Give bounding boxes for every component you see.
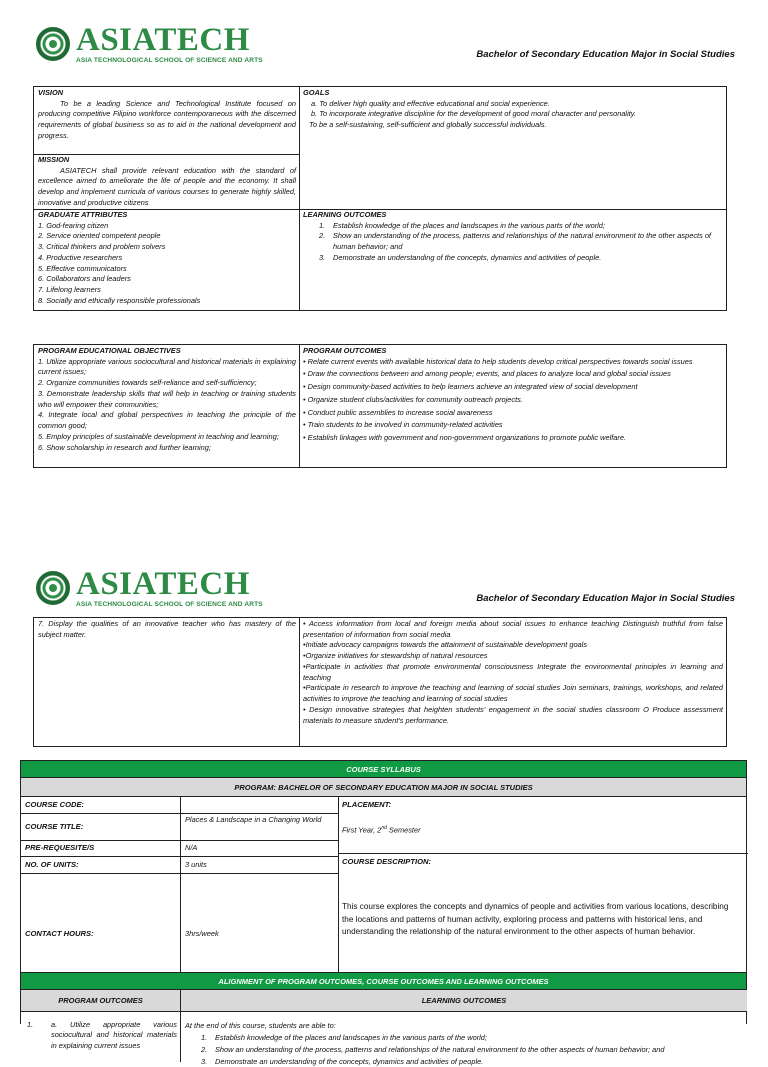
mission-text: ASIATECH shall provide relevant education with the standard of excellence aimed to ameliorate the life of people and the economy. It shall develop and implement curricula of various courses to generate highly skilled, innovative and productive citizens — [38, 165, 296, 207]
logo-brand: ASIATECH — [76, 22, 250, 58]
attribute-item: 5. Effective communicators — [38, 263, 127, 273]
program-title: Bachelor of Secondary Education Major in Social Studies — [476, 593, 735, 604]
school-seal-icon — [36, 571, 70, 605]
units-label: NO. OF UNITS: — [25, 860, 79, 869]
course-description-text: This course explores the concepts and dynamics of people and activities from various locations, describing the locations and patterns of human activity, exploring process and patterns with historical lens, and understanding the relationship of the natural environment to the other aspects of human behavior. — [342, 902, 729, 937]
course-code-label: COURSE CODE: — [25, 800, 85, 809]
alignment-header-row — [21, 990, 746, 1012]
po-item: • Design innovative strategies that heighten students' engagement in the social studies classroom O Produce assessment materials to measure student's performance. — [303, 704, 723, 725]
peo-item: 2. Organize communities towards self-reliance and self-sufficiency; — [38, 378, 257, 388]
po-item: • Conduct public assemblies to increase social awareness — [303, 407, 493, 417]
logo-brand: ASIATECH — [76, 566, 250, 602]
lo-intro: At the end of this course, students are able to: — [185, 1021, 336, 1030]
peo-item: 5. Employ principles of sustainable development in teaching and learning; — [38, 431, 279, 441]
course-info-block — [21, 797, 746, 973]
graduate-attributes-heading: GRADUATE ATTRIBUTES — [38, 210, 128, 219]
po-item: •Participate in research to improve the teaching and learning of social studies Join seminars, trainings, workshops, and related activities to improve the teaching and learning of social studies — [303, 683, 723, 704]
po-item: • Access information from local and foreign media about social issues to enhance teaching Distinguish truthful from false presentation of information from social media — [303, 619, 723, 639]
course-title-label: COURSE TITLE: — [25, 822, 84, 831]
placement-value: First Year, 2nd Semester — [342, 825, 421, 835]
po-alignment-item: 1. a. Utilize appropriate various sociocultural and historical materials in explaining current issues — [27, 1020, 177, 1050]
program-outcomes-continued — [303, 619, 723, 726]
goal-item: b. To incorporate integrative discipline for the development of good moral character and personality. — [311, 109, 636, 119]
vision-cell — [38, 88, 296, 142]
syllabus-program: PROGRAM: BACHELOR OF SECONDARY EDUCATION MAJOR IN SOCIAL STUDIES — [21, 778, 746, 797]
goals-cell — [303, 88, 723, 131]
attribute-item: 2. Service oriented competent people — [38, 231, 161, 241]
peo-item: 4. Integrate local and global perspectives in teaching the principle of the common good; — [38, 410, 296, 431]
graduate-attributes-cell — [38, 210, 296, 307]
lo-alignment-list: At the end of this course, students are able to: 1. Establish knowledge of the places and landscapes in the various parts of the world; 2. Show an understanding of the process, patterns and relationships of the natural environment to the other aspects of human behavior; and 3. Demonstrate an understanding of the concepts, dynamics and activities of people. — [185, 1020, 745, 1067]
attribute-item: 3. Critical thinkers and problem solvers — [38, 242, 166, 252]
lo-item: Demonstrate an understanding of the concepts, dynamics and activities of people. — [333, 252, 602, 262]
prereq-value: N/A — [185, 843, 198, 852]
po-item: • Organize student clubs/activities for community outreach projects. — [303, 394, 523, 404]
attribute-item: 1. God-fearing citizen — [38, 220, 109, 230]
lo-number: 3. — [319, 252, 326, 262]
alignment-body-row — [21, 1012, 746, 1066]
po-item: • Draw the connections between and among people; events, and places to analyze local and global social issues — [303, 369, 671, 379]
po-item: • Design community-based activities to help learners achieve an integrated view of social development — [303, 382, 638, 392]
lo-number: 2. — [319, 231, 326, 241]
attribute-item: 4. Productive researchers — [38, 252, 123, 262]
program-outcomes-cell — [303, 346, 723, 444]
program-outcomes-heading: PROGRAM OUTCOMES — [303, 346, 387, 355]
vision-heading: VISION — [38, 88, 64, 97]
attribute-item: 6. Collaborators and leaders — [38, 274, 131, 284]
alignment-heading: ALIGNMENT OF PROGRAM OUTCOMES, COURSE OUTCOMES AND LEARNING OUTCOMES — [21, 973, 746, 990]
course-title-value: Places & Landscape in a Changing World — [185, 815, 322, 824]
po-column-header: PROGRAM OUTCOMES — [21, 990, 180, 1011]
po-item: • Relate current events with available historical data to help students develop critical perspectives towards social issues — [303, 356, 693, 366]
po-item: • Train students to be involved in community-related activities — [303, 420, 503, 430]
contact-hours-label: CONTACT HOURS: — [25, 929, 94, 938]
peo-item: 3. Demonstrate leadership skills that will help in teaching or training students who will empower their communities; — [38, 388, 296, 409]
vmg-table — [33, 86, 727, 311]
units-value: 3 units — [185, 860, 207, 869]
po-item: •Participate in activities that promote environmental consciousness Integrate the environmental principles in learning and teaching — [303, 661, 723, 682]
peo-po-table — [33, 344, 727, 468]
lo-item: Demonstrate an understanding of the concepts, dynamics and activities of people. — [215, 1056, 484, 1066]
lo-item: Establish knowledge of the places and landscapes in the various parts of the world; — [333, 220, 605, 230]
peo-item-7: 7. Display the qualities of an innovative teacher who has mastery of the subject matter. — [38, 619, 296, 639]
goal-extra: To be a self-sustaining, self-sufficient and globally successful individuals. — [309, 120, 547, 130]
lo-item: Show an understanding of the process, patterns and relationships of the natural environment to the other aspects of human behavior; and — [215, 1044, 665, 1054]
attribute-item: 8. Socially and ethically responsible professionals — [38, 295, 201, 305]
logo-subtitle: ASIA TECHNOLOGICAL SCHOOL OF SCIENCE AND ARTS — [76, 57, 263, 64]
prereq-label: PRE-REQUESITE/S — [25, 843, 95, 852]
syllabus-title: COURSE SYLLABUS — [21, 761, 746, 778]
attribute-item: 7. Lifelong learners — [38, 285, 101, 295]
learning-outcomes-heading: LEARNING OUTCOMES — [303, 210, 387, 219]
peo-heading: PROGRAM EDUCATIONAL OBJECTIVES — [38, 346, 181, 355]
program-title: Bachelor of Secondary Education Major in Social Studies — [476, 49, 735, 60]
goals-heading: GOALS — [303, 88, 330, 97]
school-seal-icon — [36, 27, 70, 61]
logo-subtitle: ASIA TECHNOLOGICAL SCHOOL OF SCIENCE AND ARTS — [76, 601, 263, 608]
po-item: •Organize initiatives for stewardship of natural resources — [303, 651, 488, 661]
mission-cell — [38, 155, 296, 209]
course-description-label: COURSE DESCRIPTION: — [342, 857, 432, 866]
po-item: • Establish linkages with government and non-government organizations to promote public welfare. — [303, 433, 627, 443]
peo-po-continued-table — [33, 617, 727, 747]
lo-item: Show an understanding of the process, patterns and relationships of the natural environment to the other aspects of human behavior; and — [333, 231, 711, 252]
lo-item: Establish knowledge of the places and landscapes in the various parts of the world; — [215, 1032, 487, 1042]
mission-heading: MISSION — [38, 155, 70, 164]
placement-label: PLACEMENT: — [342, 800, 392, 809]
po-item: •Initiate advocacy campaigns towards the attainment of sustainable development goals — [303, 640, 588, 650]
asiatech-logo — [36, 568, 263, 609]
peo-cell — [38, 346, 296, 453]
learning-outcomes-cell — [303, 210, 723, 264]
lo-column-header: LEARNING OUTCOMES — [181, 990, 747, 1011]
peo-item: 6. Show scholarship in research and further learning; — [38, 442, 211, 452]
course-syllabus-table — [20, 760, 747, 1066]
contact-hours-value: 3hrs/week — [185, 929, 219, 938]
lo-number: 1. — [319, 220, 326, 230]
vision-text: To be a leading Science and Technological Institute focused on producing competitive Filipino workforce contemporaneous with the discerned requirements of global business so as to aid in the national development and progress. — [38, 98, 296, 140]
asiatech-logo — [36, 24, 263, 65]
peo-item: 1. Utilize appropriate various sociocultural and historical materials in explaining current issues; — [38, 356, 296, 377]
goal-item: a. To deliver high quality and effective educational and social experience. — [311, 98, 550, 108]
